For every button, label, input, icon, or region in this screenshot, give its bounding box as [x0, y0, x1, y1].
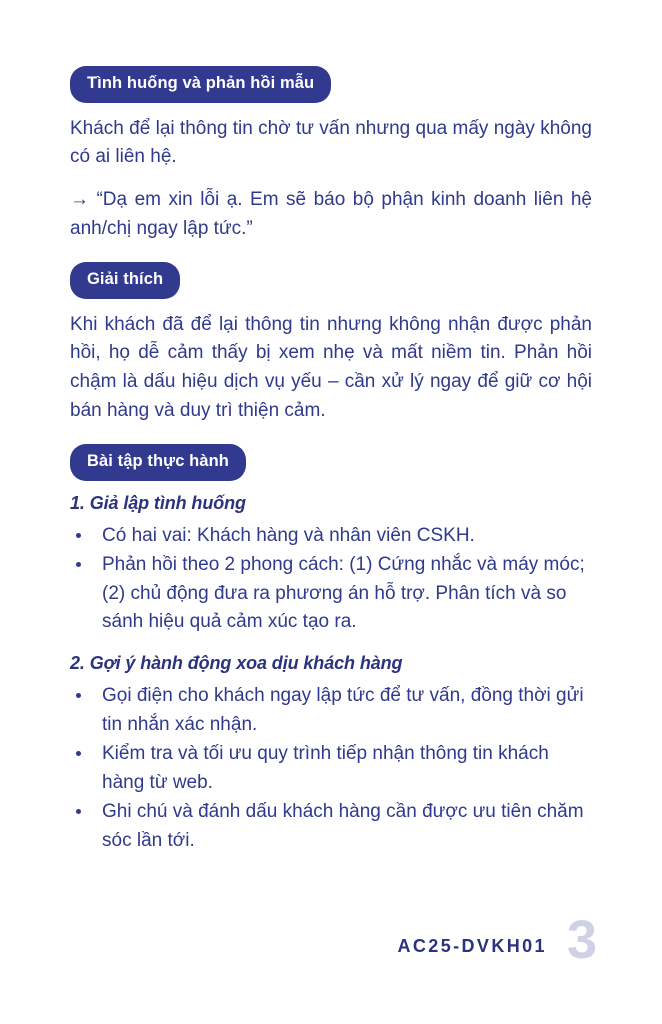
- section-badge-wrap: [70, 444, 592, 481]
- sample-response-paragraph: → “Dạ em xin lỗi ạ. Em sẽ báo bộ phận kinh doanh liên hệ anh/chị ngay lập tức.”: [70, 189, 592, 240]
- bullet-list-1: [70, 522, 592, 637]
- section-badge-practice: Bài tập thực hành: [70, 444, 246, 481]
- list-item-text: Có hai vai: Khách hàng và nhân viên CSKH.: [102, 524, 475, 546]
- list-item: [70, 551, 592, 637]
- section-badge-wrap: [70, 66, 592, 103]
- section-explanation: [70, 262, 592, 426]
- list-item-text: Kiểm tra và tối ưu quy trình tiếp nhận thông tin khách hàng từ web.: [102, 743, 549, 793]
- list-item-text: Ghi chú và đánh dấu khách hàng cần được ưu tiên chăm sóc lần tới.: [102, 801, 584, 851]
- list-item: [70, 798, 592, 855]
- bullet-dot-icon: [76, 693, 81, 698]
- bullet-dot-icon: [76, 562, 81, 567]
- bullet-dot-icon: [76, 533, 81, 538]
- situation-paragraph: Khách để lại thông tin chờ tư vấn nhưng qua mấy ngày không có ai liên hệ.: [70, 117, 592, 168]
- bullet-list-2: [70, 682, 592, 855]
- section-practice: [70, 444, 592, 855]
- document-code: AC25-DVKH01: [397, 936, 547, 956]
- section-badge-situation: Tình huống và phản hồi mẫu: [70, 66, 331, 103]
- page-content: [70, 66, 592, 873]
- bullet-dot-icon: [76, 809, 81, 814]
- subsection-heading-1: 1. Giả lập tình huống: [70, 492, 246, 513]
- list-item: [70, 740, 592, 797]
- page-footer: [397, 909, 597, 970]
- page-number: 3: [566, 909, 596, 970]
- section-badge-wrap: [70, 262, 592, 299]
- subsection-heading-2: 2. Gợi ý hành động xoa dịu khách hàng: [70, 652, 403, 673]
- section-badge-explanation: Giải thích: [70, 262, 180, 299]
- bullet-dot-icon: [76, 751, 81, 756]
- explanation-paragraph: Khi khách đã để lại thông tin nhưng không nhận được phản hồi, họ dễ cảm thấy bị xem nhẹ và mất niềm tin. Phản hồi chậm là dấu hiệu dịch vụ yếu – cần xử lý ngay để giữ cơ hội bán hàng và duy trì thiện cảm.: [70, 313, 592, 422]
- list-item-text: Phản hồi theo 2 phong cách: (1) Cứng nhắc và máy móc; (2) chủ động đưa ra phương án hỗ trợ. Phân tích và so sánh hiệu quả cảm xúc tạo ra.: [102, 554, 585, 633]
- list-item: [70, 682, 592, 739]
- list-item-text: Gọi điện cho khách ngay lập tức để tư vấn, đồng thời gửi tin nhắn xác nhận.: [102, 685, 584, 735]
- section-situation: [70, 66, 592, 244]
- list-item: [70, 522, 592, 551]
